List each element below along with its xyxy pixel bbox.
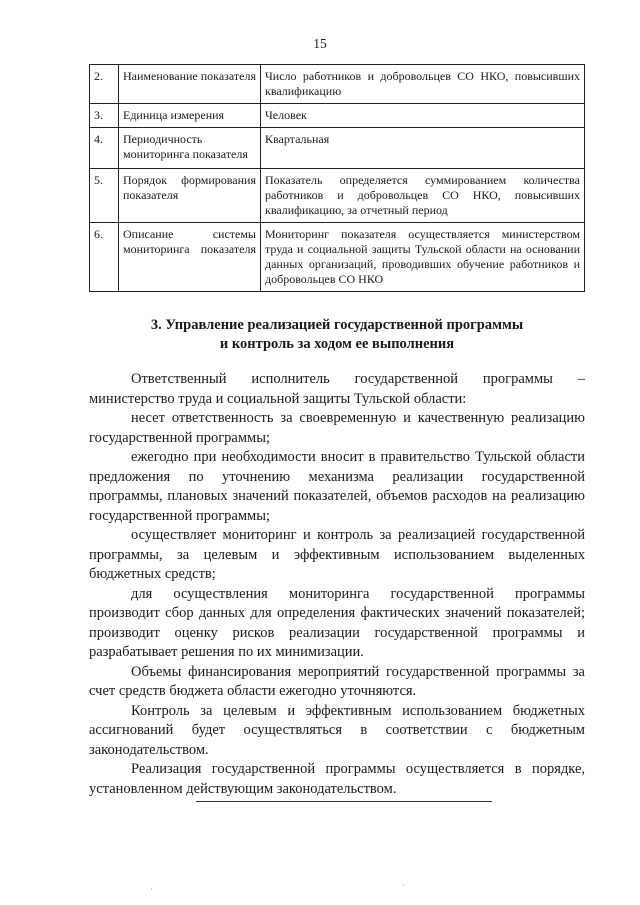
section-heading <box>89 316 585 354</box>
scan-speck: · <box>402 880 405 890</box>
table-row <box>90 104 585 128</box>
paragraph: несет ответственность за своевременную и качественную реализацию государственной программы; <box>89 410 585 446</box>
row-number: 5. <box>90 169 119 223</box>
row-number: 2. <box>90 65 119 104</box>
page-number: 15 <box>313 36 327 51</box>
row-name: Периодичность мониторинга показателя <box>119 128 261 169</box>
row-number: 3. <box>90 104 119 128</box>
row-value: Квартальная <box>261 128 585 169</box>
row-number: 4. <box>90 128 119 169</box>
scan-speck: · <box>150 884 153 894</box>
table-row <box>90 128 585 169</box>
row-value: Человек <box>261 104 585 128</box>
row-name: Единица измерения <box>119 104 261 128</box>
paragraph: Ответственный исполнитель государственной программы – министерство труда и социальной защиты Тульской области: <box>89 371 585 407</box>
section-title-line-2: и контроль за ходом ее выполнения <box>219 336 455 352</box>
row-name: Описание системы мониторинга показателя <box>119 223 261 292</box>
paragraph: Контроль за целевым и эффективным использованием бюджетных ассигнований будет осуществляться в соответствии с бюджетным законодательством. <box>89 702 585 758</box>
row-number: 6. <box>90 223 119 292</box>
paragraph: ежегодно при необходимости вносит в правительство Тульской области предложения по уточнению механизма реализации государственной программы, плановых значений показателей, объемов расходов на реализацию государственной программы; <box>89 449 585 524</box>
row-value: Число работников и добровольцев СО НКО, повысивших квалификацию <box>261 65 585 104</box>
section-title-line-1: 3. Управление реализацией государственной программы <box>150 317 524 333</box>
end-divider <box>196 801 492 802</box>
row-value: Мониторинг показателя осуществляется министерством труда и социальной защиты Тульской области на основании данных организаций, проводивших обучение работников и добровольцев СО НКО <box>261 223 585 292</box>
paragraph: для осуществления мониторинга государственной программы производит сбор данных для определения фактических значений показателей; производит оценку рисков реализации государственной программы и разрабатывает решения по их минимизации. <box>89 585 585 660</box>
section-body <box>89 370 585 799</box>
indicator-passport-table <box>89 64 585 292</box>
paragraph: Объемы финансирования мероприятий государственной программы за счет средств бюджета области ежегодно уточняются. <box>89 663 585 699</box>
row-name: Наименование показателя <box>119 65 261 104</box>
paragraph: Реализация государственной программы осуществляется в порядке, установленном действующим законодательством. <box>89 761 585 797</box>
paragraph: осуществляет мониторинг и контроль за реализацией государственной программы, за целевым и эффективным использованием выделенных бюджетных средств; <box>89 527 585 582</box>
row-name: Порядок формирования показателя <box>119 169 261 223</box>
table-row <box>90 65 585 104</box>
table-row <box>90 169 585 223</box>
row-value: Показатель определяется суммированием количества работников и добровольцев СО НКО, повысивших квалификацию, за отчетный период <box>261 169 585 223</box>
table-row <box>90 223 585 292</box>
